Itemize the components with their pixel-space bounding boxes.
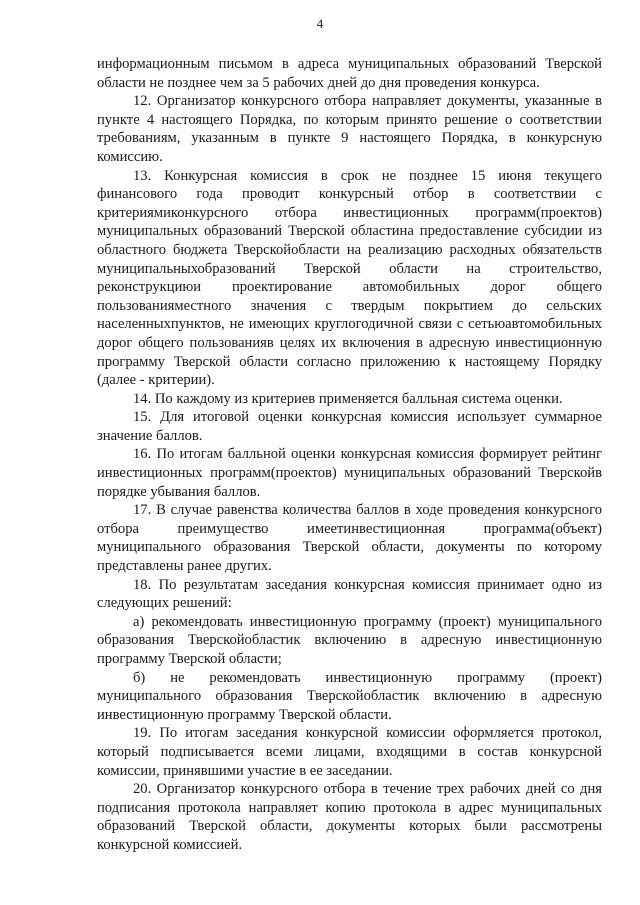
paragraph-18: 18. По результатам заседания конкурсная комиссия принимает одно из следующих решений: [97, 576, 602, 612]
paragraph-20: 20. Организатор конкурсного отбора в течение трех рабочих дней со дня подписания протокола направляет копию протокола в адрес муниципальных образований Тверской области, документы которых были рассмотрены конкурсной комиссией. [97, 781, 602, 853]
paragraph-continuation: информационным письмом в адреса муниципальных образований Тверской области не позднее чем за 5 рабочих дней до дня проведения конкурса. [97, 56, 602, 91]
document-body [97, 55, 602, 855]
paragraph-18a: а) рекомендовать инвестиционную программу (проект) муниципального образования Тверскойобластик включению в адресную инвестиционную программу Тверской области; [97, 613, 602, 667]
paragraph-14: 14. По каждому из критериев применяется балльная система оценки. [133, 390, 563, 407]
paragraph-18b: б) не рекомендовать инвестиционную программу (проект) муниципального образования Тверскойобластик включению в адресную инвестиционную программу Тверской области. [97, 669, 602, 723]
paragraph-15: 15. Для итоговой оценки конкурсная комиссия использует суммарное значение баллов. [97, 409, 602, 444]
page-number: 4 [316, 16, 324, 31]
paragraph-12: 12. Организатор конкурсного отбора направляет документы, указанные в пункте 4 настоящего Порядка, по которым принято решение о соответствии требованиям, указанным в пункте 9 настоящего Порядка, в конкурсную комиссию. [97, 93, 602, 165]
paragraph-17: 17. В случае равенства количества баллов в ходе проведения конкурсного отбора преимущество имеетинвестиционная программа(объект) муниципального образования Тверской области, документы по которому представлены ранее других. [97, 502, 602, 575]
paragraph-13: 13. Конкурсная комиссия в срок не позднее 15 июня текущего финансового года проводит конкурсный отбор в соответствии с критериямиконкурсного отбора инвестиционных программ(проектов) муниципальных образований Тверской областина предоставление субсидии из областного бюджета Тверскойобласти на реализацию расходных обязательств муниципальныхобразований Тверской области на строительство, реконструкциюи проектирование автомобильных дорог общего пользованияместного значения с твердым покрытием до сельских населенныхпунктов, не имеющих круглогодичной связи с сетьюавтомобильных дорог общего пользованияв целях их включения в адресную инвестиционную программу Тверской области согласно приложению к настоящему Порядку (далее - критерии). [97, 167, 602, 389]
paragraph-16: 16. По итогам балльной оценки конкурсная комиссия формирует рейтинг инвестиционных программ(проектов) муниципальных образований Тверскойв порядке убывания баллов. [97, 446, 602, 500]
paragraph-19: 19. По итогам заседания конкурсной комиссии оформляется протокол, который подписывается всеми лицами, входящими в состав конкурсной комиссии, принявшими участие в ее заседании. [97, 725, 602, 779]
